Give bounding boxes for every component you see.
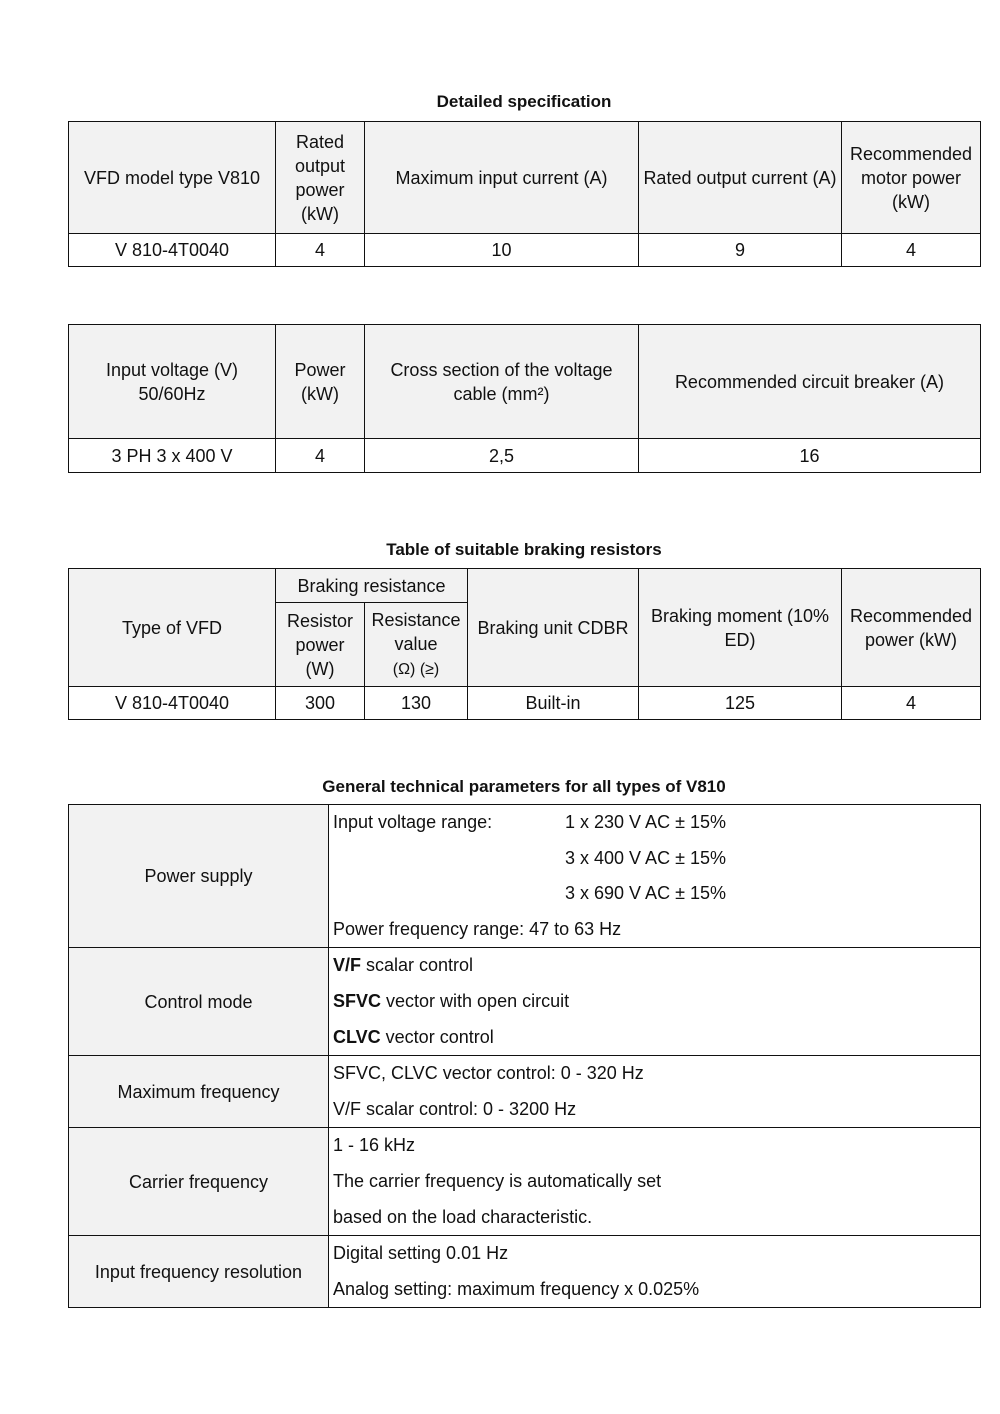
braking-resistors-table xyxy=(68,568,981,720)
cell-cable-cross-section: 2,5 xyxy=(365,439,639,473)
resistance-value-label: Resistance value xyxy=(371,609,461,654)
header-braking-moment: Braking moment (10% ED) xyxy=(639,569,842,687)
power-supply-values xyxy=(329,805,981,948)
resistance-value-unit: (Ω) (≥) xyxy=(392,660,440,678)
cell-rated-output-current: 9 xyxy=(639,234,842,267)
power-frequency-range: Power frequency range: 47 to 63 Hz xyxy=(333,918,622,939)
cell-rated-power: 4 xyxy=(276,234,365,267)
braking-resistors-title: Table of suitable braking resistors xyxy=(386,540,662,559)
cell-braking-moment: 125 xyxy=(639,687,842,720)
carrier-frequency-range: 1 - 16 kHz xyxy=(333,1135,416,1156)
input-voltage-2: 3 x 400 V AC ± 15% xyxy=(565,847,726,868)
carrier-frequency-label: Carrier frequency xyxy=(69,1128,329,1236)
clvc-desc: vector control xyxy=(380,1026,494,1047)
cell-resistance-value: 130 xyxy=(365,687,468,720)
detailed-spec-title: Detailed specification xyxy=(436,92,612,111)
max-frequency-values xyxy=(329,1056,981,1128)
header-cable-cross-section: Cross section of the voltage cable (mm²) xyxy=(365,325,639,439)
cell-power: 4 xyxy=(276,439,365,473)
general-params-title: General technical parameters for all types of V810 xyxy=(322,777,726,796)
control-mode-label: Control mode xyxy=(69,948,329,1056)
header-resistor-power: Resistor power (W) xyxy=(276,603,365,687)
clvc-abbrev: CLVC xyxy=(333,1026,381,1047)
carrier-frequency-note-2: based on the load characteristic. xyxy=(333,1206,593,1227)
sfvc-desc: vector with open circuit xyxy=(381,990,570,1011)
header-rated-power: Rated output power (kW) xyxy=(276,122,365,234)
header-braking-unit: Braking unit CDBR xyxy=(468,569,639,687)
resolution-label: Input frequency resolution xyxy=(69,1236,329,1308)
cell-circuit-breaker: 16 xyxy=(639,439,981,473)
cell-resistor-power: 300 xyxy=(276,687,365,720)
vf-desc: scalar control xyxy=(361,955,474,976)
header-model: VFD model type V810 xyxy=(69,122,276,234)
power-supply-label: Power supply xyxy=(69,805,329,948)
control-mode-values xyxy=(329,948,981,1056)
header-power: Power (kW) xyxy=(276,325,365,439)
header-rated-output-current: Rated output current (A) xyxy=(639,122,842,234)
supply-table xyxy=(68,324,981,473)
header-recommended-power: Recommended power (kW) xyxy=(842,569,981,687)
general-params-table xyxy=(68,804,981,1308)
carrier-frequency-note-1: The carrier frequency is automatically set xyxy=(333,1170,662,1191)
max-frequency-label: Maximum frequency xyxy=(69,1056,329,1128)
cell-vfd-type: V 810-4T0040 xyxy=(69,687,276,720)
cell-recommended-power: 4 xyxy=(842,687,981,720)
cell-max-input-current: 10 xyxy=(365,234,639,267)
carrier-frequency-values xyxy=(329,1128,981,1236)
sfvc-abbrev: SFVC xyxy=(333,990,382,1011)
input-voltage-range-label: Input voltage range: xyxy=(333,812,493,832)
detailed-spec-table xyxy=(68,121,981,267)
input-voltage-1: 1 x 230 V AC ± 15% xyxy=(565,812,726,832)
header-braking-resistance: Braking resistance xyxy=(276,569,468,603)
header-resistance-value xyxy=(365,603,468,687)
cell-braking-unit: Built-in xyxy=(468,687,639,720)
cell-model: V 810-4T0040 xyxy=(69,234,276,267)
cell-input-voltage: 3 PH 3 x 400 V xyxy=(69,439,276,473)
header-vfd-type: Type of VFD xyxy=(69,569,276,687)
header-max-input-current: Maximum input current (A) xyxy=(365,122,639,234)
header-circuit-breaker: Recommended circuit breaker (A) xyxy=(639,325,981,439)
resolution-values xyxy=(329,1236,981,1308)
max-frequency-vector: SFVC, CLVC vector control: 0 - 320 Hz xyxy=(333,1063,644,1084)
input-voltage-3: 3 x 690 V AC ± 15% xyxy=(565,883,726,904)
header-input-voltage: Input voltage (V) 50/60Hz xyxy=(69,325,276,439)
cell-motor-power: 4 xyxy=(842,234,981,267)
resolution-digital: Digital setting 0.01 Hz xyxy=(333,1243,509,1264)
header-motor-power: Recommended motor power (kW) xyxy=(842,122,981,234)
vf-abbrev: V/F xyxy=(333,955,362,976)
max-frequency-scalar: V/F scalar control: 0 - 3200 Hz xyxy=(333,1098,577,1119)
resolution-analog: Analog setting: maximum frequency x 0.025% xyxy=(333,1278,700,1299)
